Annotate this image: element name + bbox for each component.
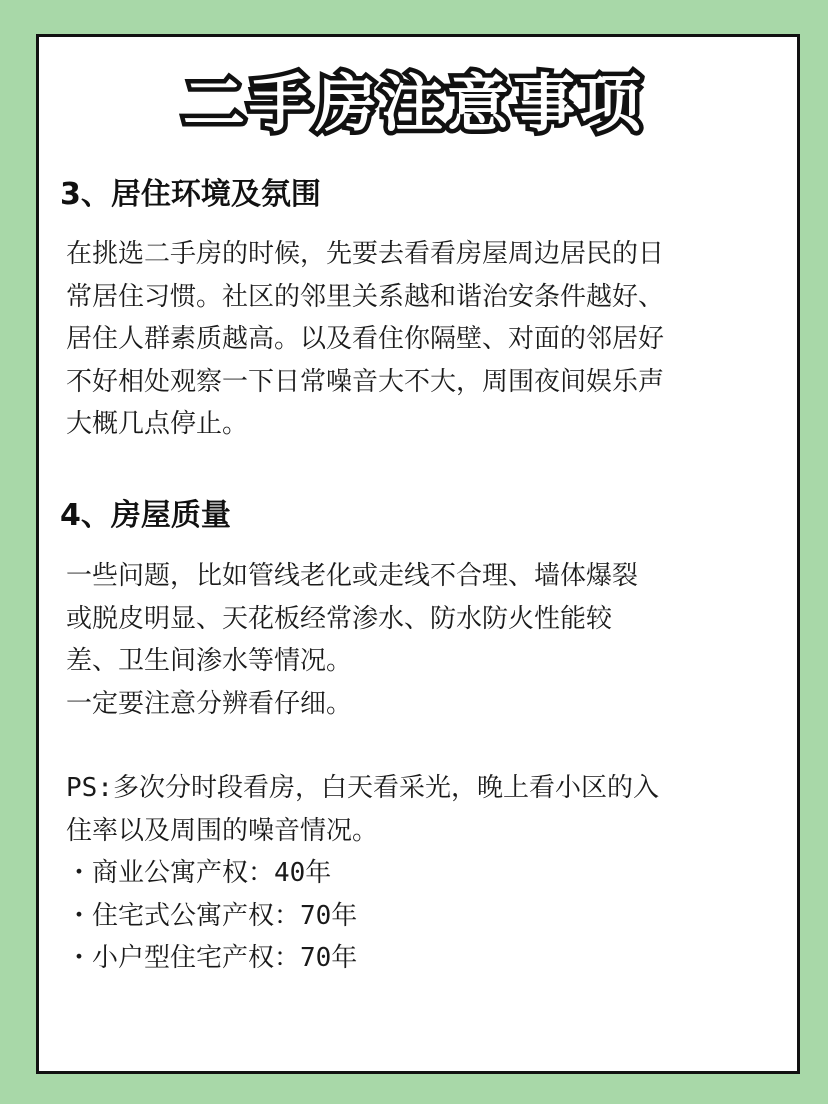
paragraph-line: 在挑选二手房的时候，先要去看看房屋周边居民的日	[66, 239, 665, 269]
section-body-environment	[66, 233, 772, 446]
bullet-item: ・商业公寓产权：40年	[66, 858, 332, 888]
section-heading-environment: 3、居住环境及氛围	[60, 177, 321, 212]
paragraph-line: 居住人群素质越高。以及看住你隔壁、对面的邻居好	[66, 324, 665, 354]
bullet-item: ・小户型住宅产权：70年	[66, 943, 358, 973]
section-heading-quality: 4、房屋质量	[60, 498, 231, 533]
paragraph-line: 大概几点停止。	[66, 409, 249, 439]
section-body-quality	[66, 555, 772, 725]
paragraph-line: 不好相处观察一下日常噪音大不大，周围夜间娱乐声	[66, 366, 665, 397]
ps-line: PS:多次分时段看房，白天看采光，晚上看小区的入	[66, 773, 659, 803]
paragraph-line: 常居住习惯。社区的邻里关系越和谐治安条件越好、	[66, 281, 665, 312]
bullet-item: ・住宅式公寓产权：70年	[66, 900, 358, 931]
page-title: 二手房注意事项	[182, 67, 645, 140]
ps-note	[66, 767, 772, 980]
paragraph-line: 一定要注意分辨看仔细。	[66, 688, 353, 719]
paragraph-line: 或脱皮明显、天花板经常渗水、防水防火性能较	[66, 603, 613, 634]
paragraph-line: 一些问题，比如管线老化或走线不合理、墙体爆裂	[66, 561, 639, 591]
ps-line: 住率以及周围的噪音情况。	[66, 815, 379, 846]
paragraph-line: 差、卫生间渗水等情况。	[66, 646, 353, 676]
